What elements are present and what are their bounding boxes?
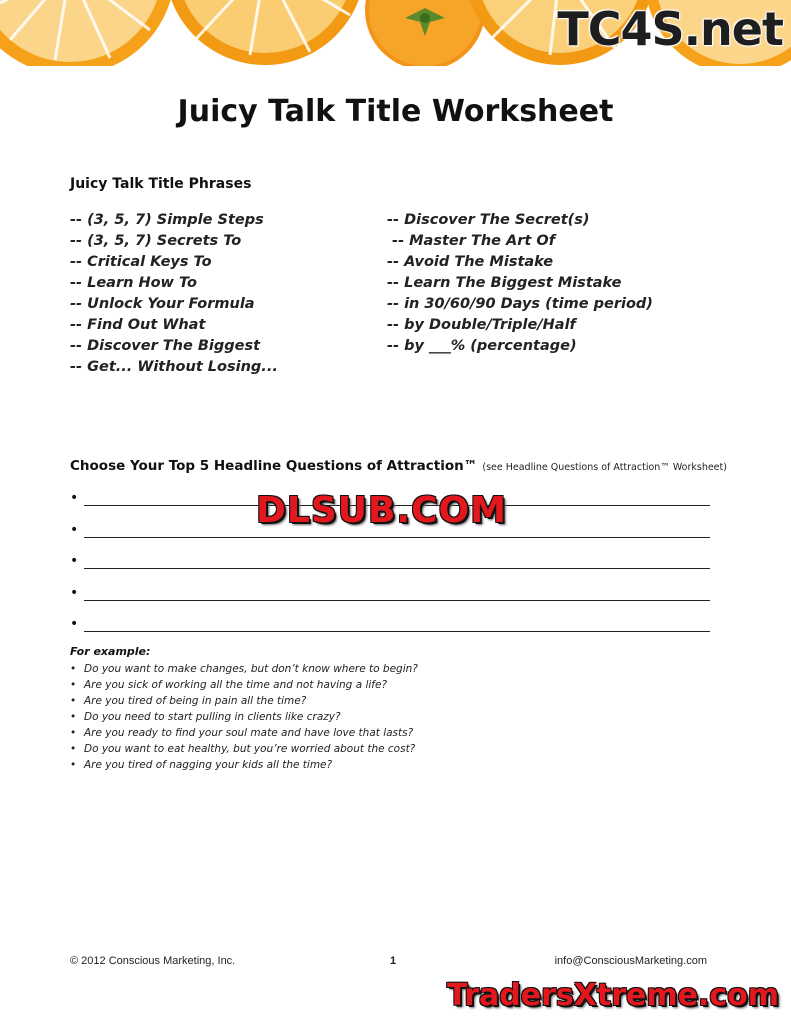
phrase-item: -- by ___% (percentage) xyxy=(387,338,577,354)
watermark-dlsub: DLSUB.COM xyxy=(256,490,507,531)
bullet: • xyxy=(70,679,77,691)
page-title: Juicy Talk Title Worksheet xyxy=(177,94,614,129)
blank-line xyxy=(84,600,710,601)
examples-list xyxy=(70,661,418,773)
example-text: Are you ready to find your soul mate and have love that lasts? xyxy=(84,727,414,739)
bullet: • xyxy=(70,711,77,723)
example-item xyxy=(70,741,418,757)
choose-heading-note: (see Headline Questions of Attraction™ Worksheet) xyxy=(482,462,727,473)
example-text: Do you want to make changes, but don’t know where to begin? xyxy=(84,663,418,675)
phrase-item: -- Unlock Your Formula xyxy=(70,296,255,312)
blank-line xyxy=(84,568,710,569)
example-text: Are you sick of working all the time and not having a life? xyxy=(84,679,388,691)
example-item xyxy=(70,677,418,693)
phrases-list-left xyxy=(70,210,278,378)
bullet: • xyxy=(70,584,79,601)
header-banner xyxy=(0,0,791,66)
footer-email[interactable]: info@ConsciousMarketing.com xyxy=(554,955,707,967)
bullet: • xyxy=(70,743,77,755)
phrase-item: -- Discover The Secret(s) xyxy=(387,212,590,228)
blank-line xyxy=(84,537,710,538)
example-text: Are you tired of being in pain all the time? xyxy=(84,695,307,707)
phrase-item: -- (3, 5, 7) Secrets To xyxy=(70,233,242,249)
site-logo: TC4S.net xyxy=(557,2,783,56)
phrase-item: -- Discover The Biggest xyxy=(70,338,261,354)
example-item xyxy=(70,709,418,725)
example-item xyxy=(70,725,418,741)
bullet: • xyxy=(70,490,79,506)
phrase-item: -- Critical Keys To xyxy=(70,254,212,270)
bullet: • xyxy=(70,553,79,569)
bullet: • xyxy=(70,695,77,707)
phrase-item: -- in 30/60/90 Days (time period) xyxy=(387,296,653,312)
phrase-item: -- Learn How To xyxy=(70,275,197,291)
example-item xyxy=(70,661,418,677)
answer-line[interactable] xyxy=(70,551,710,583)
example-text: Do you need to start pulling in clients like crazy? xyxy=(84,711,341,723)
example-text: Are you tired of nagging your kids all the time? xyxy=(84,759,333,771)
choose-heading-text: Choose Your Top 5 Headline Questions of Attraction™ xyxy=(70,458,478,474)
phrase-item: -- Learn The Biggest Mistake xyxy=(387,275,622,291)
bullet: • xyxy=(70,759,77,771)
footer-page-number: 1 xyxy=(390,955,397,967)
blank-line xyxy=(84,631,710,632)
bullet: • xyxy=(70,727,77,739)
phrase-item: -- (3, 5, 7) Simple Steps xyxy=(70,212,264,228)
phrases-heading: Juicy Talk Title Phrases xyxy=(70,176,252,192)
phrase-item: -- Master The Art Of xyxy=(387,233,556,249)
phrase-item: -- Avoid The Mistake xyxy=(387,254,554,270)
bullet: • xyxy=(70,663,77,675)
bullet: • xyxy=(70,616,79,632)
bullet: • xyxy=(70,521,79,538)
answer-line[interactable] xyxy=(70,583,710,615)
answer-line[interactable] xyxy=(70,614,710,646)
phrase-item: -- Get... Without Losing... xyxy=(70,359,278,375)
example-item xyxy=(70,693,418,709)
phrase-item: -- Find Out What xyxy=(70,317,206,333)
phrase-item: -- by Double/Triple/Half xyxy=(387,317,576,333)
example-text: Do you want to eat healthy, but you’re worried about the cost? xyxy=(84,743,416,755)
phrases-list-right xyxy=(387,210,653,357)
example-item xyxy=(70,757,418,773)
examples-heading: For example: xyxy=(70,645,151,658)
choose-heading xyxy=(70,455,727,474)
watermark-tradersxtreme: TradersXtreme.com xyxy=(447,978,779,1013)
footer-copyright: © 2012 Conscious Marketing, Inc. xyxy=(70,955,236,967)
